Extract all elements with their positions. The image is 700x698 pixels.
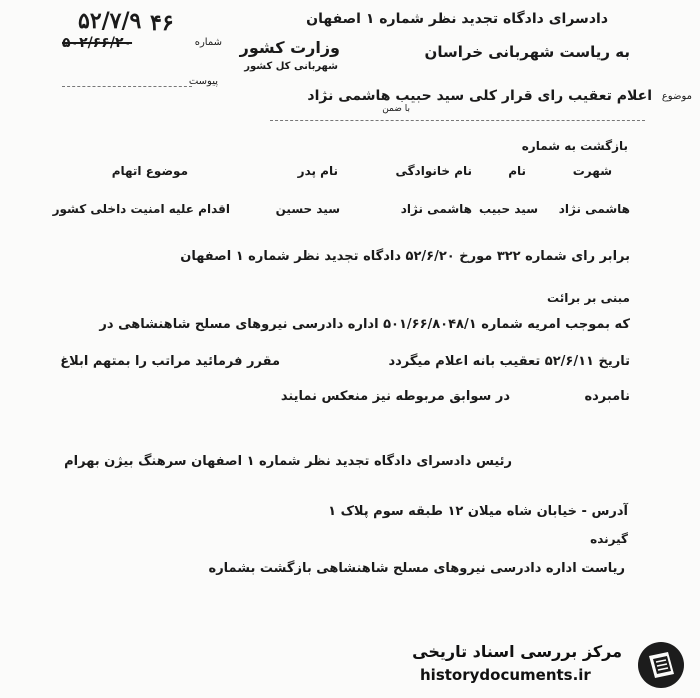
subject-label: موضوع <box>661 91 692 102</box>
table-cell-father: سید حسین <box>275 202 340 216</box>
police-hq: شهربانی کل کشور <box>244 61 338 72</box>
ministry-title: وزارت کشور <box>239 38 340 57</box>
watermark-title: مرکز بررسی اسناد تاریخی <box>412 642 622 661</box>
copy-label: گیرنده <box>590 532 628 546</box>
attachment-label: پیوست <box>188 76 218 87</box>
ref-code: ۴۶ <box>150 10 174 36</box>
copy-to-line: ریاست اداره دادرسی نیروهای مسلح شاهنشاهی بازگشت بشماره <box>208 561 625 576</box>
subject-note: با ضمن <box>382 104 410 114</box>
number-value: ۵۰۲/۶۶/۲۰ <box>62 35 133 51</box>
table-header-charge: موضوع اتهام <box>111 164 188 178</box>
attachment-line <box>62 86 192 87</box>
paragraph-line-1: که بموجب امریه شماره ۵۰۱/۶۶/۸۰۴۸/۱ اداره دادرسی نیروهای مسلح شاهنشاهی در <box>99 317 630 332</box>
table-cell-family: هاشمی نژاد <box>400 202 472 216</box>
table-header-title: شهرت <box>572 164 612 178</box>
watermark-site: historydocuments.ir <box>420 666 591 684</box>
returned-line: بازگشت به شماره <box>521 139 628 153</box>
address-line: آدرس - خیابان شاه میلان ۱۲ طبقه سوم پلاک ۱ <box>328 504 628 519</box>
summary-label: مبنی بر برائت <box>547 291 630 305</box>
verdict-line: برابر رای شماره ۳۲۲ مورخ ۵۲/۶/۲۰ دادگاه تجدید نظر شماره ۱ اصفهان <box>180 249 630 264</box>
table-header-name: نام <box>508 164 526 178</box>
table-header-father: نام پدر <box>297 164 338 178</box>
paragraph-line-2a: تاریخ ۵۲/۶/۱۱ تعقیب بانه اعلام میگردد <box>388 354 630 369</box>
subject-underline <box>270 120 645 121</box>
archive-logo-icon <box>636 640 686 690</box>
watermark <box>0 628 700 698</box>
recipient-line: به ریاست شهربانی خراسان <box>424 43 630 61</box>
subject-text: اعلام تعقیب رای قرار کلی سید حبیب هاشمی نژاد <box>307 88 652 104</box>
number-label: شماره <box>194 37 222 48</box>
org-line: دادسرای دادگاه تجدید نظر شماره ۱ اصفهان <box>306 11 608 27</box>
table-cell-title: هاشمی نژاد <box>558 202 630 216</box>
table-cell-charge: اقدام علیه امنیت داخلی کشور <box>52 202 230 216</box>
ref-date: ۵۲/۷/۹ <box>78 8 142 34</box>
paragraph-line-3b: در سوابق مربوطه نیز منعکس نمایند <box>280 389 510 404</box>
table-cell-name: سید حبیب <box>479 202 538 216</box>
table-header-family: نام خانوادگی <box>395 164 472 178</box>
paragraph-line-3a: نامبرده <box>584 389 630 404</box>
paragraph-line-2b: مقرر فرمائید مراتب را بمتهم ابلاغ <box>60 354 280 369</box>
signature-line: رئیس دادسرای دادگاه تجدید نظر شماره ۱ اصفهان سرهنگ بیژن بهرام <box>64 454 512 469</box>
